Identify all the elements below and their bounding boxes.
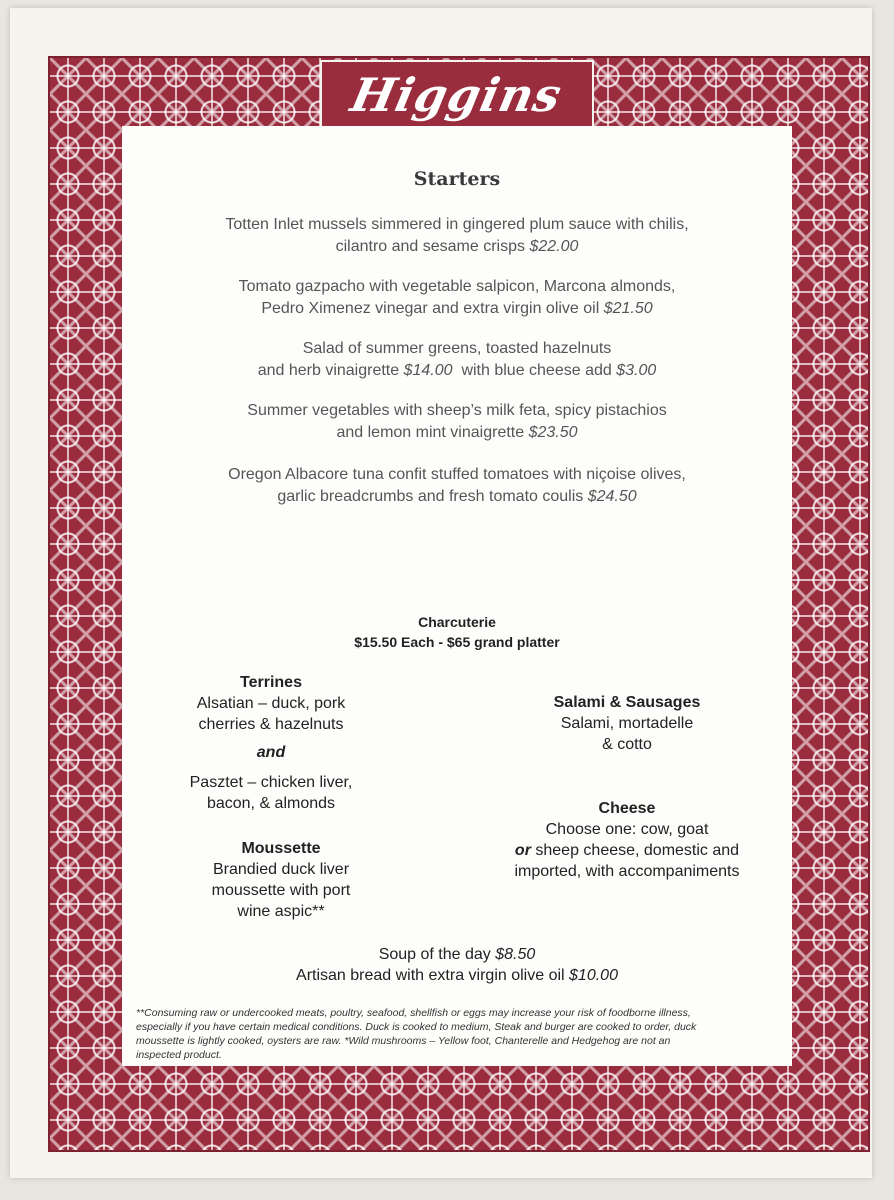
item-line: garlic breadcrumbs and fresh tomato coulis bbox=[277, 488, 584, 505]
cheese-section bbox=[492, 798, 762, 882]
cheese-line: sheep cheese, domestic and bbox=[535, 842, 740, 859]
terrines-line: Alsatian – duck, pork bbox=[196, 695, 346, 712]
salami-section bbox=[502, 692, 752, 755]
item-line: Tomato gazpacho with vegetable salpicon, Marcona almonds, bbox=[238, 278, 676, 295]
menu-item bbox=[122, 214, 792, 258]
soup-label: Soup of the day bbox=[378, 946, 491, 963]
health-disclaimer bbox=[136, 1006, 776, 1062]
moussette-line: wine aspic** bbox=[237, 903, 325, 920]
disclaimer-line: moussette is lightly cooked, oysters are raw. *Wild mushrooms – Yellow foot, Chanterelle and Hedgehog are not an bbox=[136, 1035, 671, 1047]
salami-line: Salami, mortadelle bbox=[560, 715, 694, 732]
terrines-and: and bbox=[256, 744, 286, 761]
item-line: Pedro Ximenez vinegar and extra virgin olive oil bbox=[261, 300, 600, 317]
starters-heading: Starters bbox=[413, 168, 501, 190]
item-line: cilantro and sesame crisps bbox=[335, 238, 526, 255]
menu-item bbox=[122, 464, 792, 508]
brand-logo: Higgins bbox=[346, 68, 568, 122]
menu-item bbox=[122, 400, 792, 444]
cheese-title: Cheese bbox=[598, 800, 656, 817]
bread-label: Artisan bread with extra virgin olive oil bbox=[296, 967, 565, 984]
cheese-line: imported, with accompaniments bbox=[514, 863, 740, 880]
item-price: $24.50 bbox=[587, 488, 637, 505]
cheese-line: Choose one: cow, goat bbox=[545, 821, 709, 838]
menu-page bbox=[10, 8, 872, 1178]
salami-line: & cotto bbox=[602, 736, 652, 753]
item-line: Totten Inlet mussels simmered in gingered plum sauce with chilis, bbox=[225, 216, 689, 233]
disclaimer-line: inspected product. bbox=[136, 1049, 222, 1061]
terrines-line: Pasztet – chicken liver, bbox=[189, 774, 353, 791]
disclaimer-line: especially if you have certain medical conditions. Duck is cooked to medium, Steak and burger are cooked to order, duck bbox=[136, 1021, 697, 1033]
item-price: $21.50 bbox=[603, 300, 653, 317]
item-price: $22.00 bbox=[529, 238, 579, 255]
item-price: $14.00 bbox=[403, 362, 453, 379]
terrines-section bbox=[166, 672, 376, 814]
item-line: Oregon Albacore tuna confit stuffed tomatoes with niçoise olives, bbox=[228, 466, 686, 483]
item-price: $23.50 bbox=[528, 424, 578, 441]
terrines-line: cherries & hazelnuts bbox=[198, 716, 344, 733]
extras-section bbox=[122, 944, 792, 986]
menu-item bbox=[122, 338, 792, 382]
moussette-section bbox=[176, 838, 386, 922]
terrines-line: bacon, & almonds bbox=[206, 795, 336, 812]
logo-plate bbox=[320, 60, 594, 130]
bread-price: $10.00 bbox=[569, 967, 618, 984]
cheese-or: or bbox=[514, 842, 531, 859]
soup-price: $8.50 bbox=[495, 946, 536, 963]
charcuterie-title: Charcuterie bbox=[418, 614, 496, 630]
moussette-title: Moussette bbox=[241, 840, 321, 857]
item-line: Summer vegetables with sheep’s milk feta, spicy pistachios bbox=[247, 402, 667, 419]
terrines-title: Terrines bbox=[240, 674, 302, 691]
menu-item bbox=[122, 276, 792, 320]
item-line: Salad of summer greens, toasted hazelnuts bbox=[302, 340, 612, 357]
salami-title: Salami & Sausages bbox=[553, 694, 701, 711]
moussette-line: moussette with port bbox=[211, 882, 351, 899]
menu-panel bbox=[122, 126, 792, 1066]
charcuterie-header bbox=[122, 612, 792, 652]
charcuterie-pricing: $15.50 Each - $65 grand platter bbox=[354, 634, 560, 650]
addon-price: $3.00 bbox=[616, 362, 657, 379]
disclaimer-line: **Consuming raw or undercooked meats, poultry, seafood, shellfish or eggs may increase your risk of foodborne illness, bbox=[136, 1007, 691, 1019]
item-line: and lemon mint vinaigrette bbox=[336, 424, 525, 441]
item-line: and herb vinaigrette bbox=[257, 362, 400, 379]
item-addon: with blue cheese add bbox=[461, 362, 612, 379]
moussette-line: Brandied duck liver bbox=[212, 861, 350, 878]
